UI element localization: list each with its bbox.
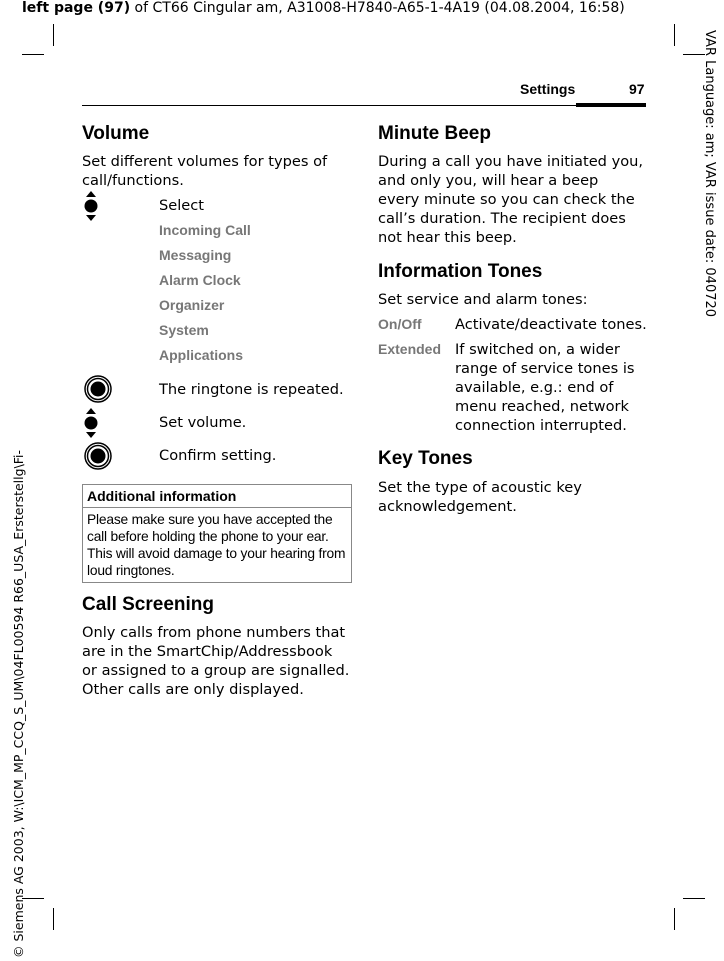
key-tones-body: Set the type of acoustic key acknowledgement. (378, 479, 582, 515)
menu-item-incoming-call: Incoming Call (159, 222, 251, 238)
navigation-key-icon (83, 191, 99, 221)
information-tones-heading: Information Tones (378, 261, 543, 282)
print-header (22, 0, 625, 16)
print-header-bold: left page (97) (22, 0, 131, 16)
call-screening-heading: Call Screening (82, 594, 214, 615)
header-rule (82, 105, 646, 106)
information-tones-intro: Set service and alarm tones: (378, 291, 588, 308)
header-rule-accent (576, 103, 646, 107)
set-volume-text: Set volume. (159, 414, 247, 431)
additional-info-box (82, 484, 352, 583)
confirm-setting-text: Confirm setting. (159, 447, 277, 464)
option-label-extended: Extended (378, 341, 442, 357)
additional-info-title: Additional information (87, 488, 237, 504)
menu-item-system: System (159, 322, 209, 338)
minute-beep-heading: Minute Beep (378, 123, 491, 144)
option-text-on-off: Activate/deactivate tones. (455, 316, 647, 333)
print-header-rest: of CT66 Cingular am, A31008-H7840-A65-1-4A19 (04.08.2004, 16:58) (130, 0, 625, 16)
menu-item-applications: Applications (159, 347, 244, 363)
side-note-left: © Siemens AG 2003, W:\ICM_MP_CCQ_S_UM\04FL00594 R66_USA_Ersterstellg\Fi- (11, 449, 26, 958)
menu-item-alarm-clock: Alarm Clock (159, 272, 241, 288)
center-key-icon (84, 442, 112, 470)
volume-heading: Volume (82, 123, 150, 144)
page-number: 97 (629, 81, 645, 97)
volume-intro: Set different volumes for types of call/functions. (82, 153, 328, 189)
ringtone-repeat-text: The ringtone is repeated. (159, 381, 344, 398)
menu-item-messaging: Messaging (159, 247, 232, 263)
call-screening-body: Only calls from phone numbers that are in the SmartChip/Addressbook or assigned to a group are signalled. Other calls are only displayed. (82, 624, 350, 698)
additional-info-divider (83, 507, 351, 508)
minute-beep-body: During a call you have initiated you, and only you, will hear a beep every minute so you can check the call’s duration. The recipient does not hear this beep. (378, 153, 644, 246)
page-title: Settings (520, 81, 576, 97)
key-tones-heading: Key Tones (378, 448, 473, 469)
select-label: Select (159, 197, 205, 214)
option-label-on-off: On/Off (378, 316, 422, 332)
side-note-right: VAR Language: am; VAR issue date: 040720 (702, 30, 717, 318)
option-text-extended: If switched on, a wider range of service tones is available, e.g.: end of menu reached, network connection interrupted. (455, 341, 635, 434)
additional-info-body: Please make sure you have accepted the call before holding the phone to your ear. This will avoid damage to your hearing from loud ringtones. (87, 512, 346, 578)
center-key-icon (84, 375, 112, 403)
navigation-key-icon (83, 408, 99, 438)
menu-item-organizer: Organizer (159, 297, 225, 313)
